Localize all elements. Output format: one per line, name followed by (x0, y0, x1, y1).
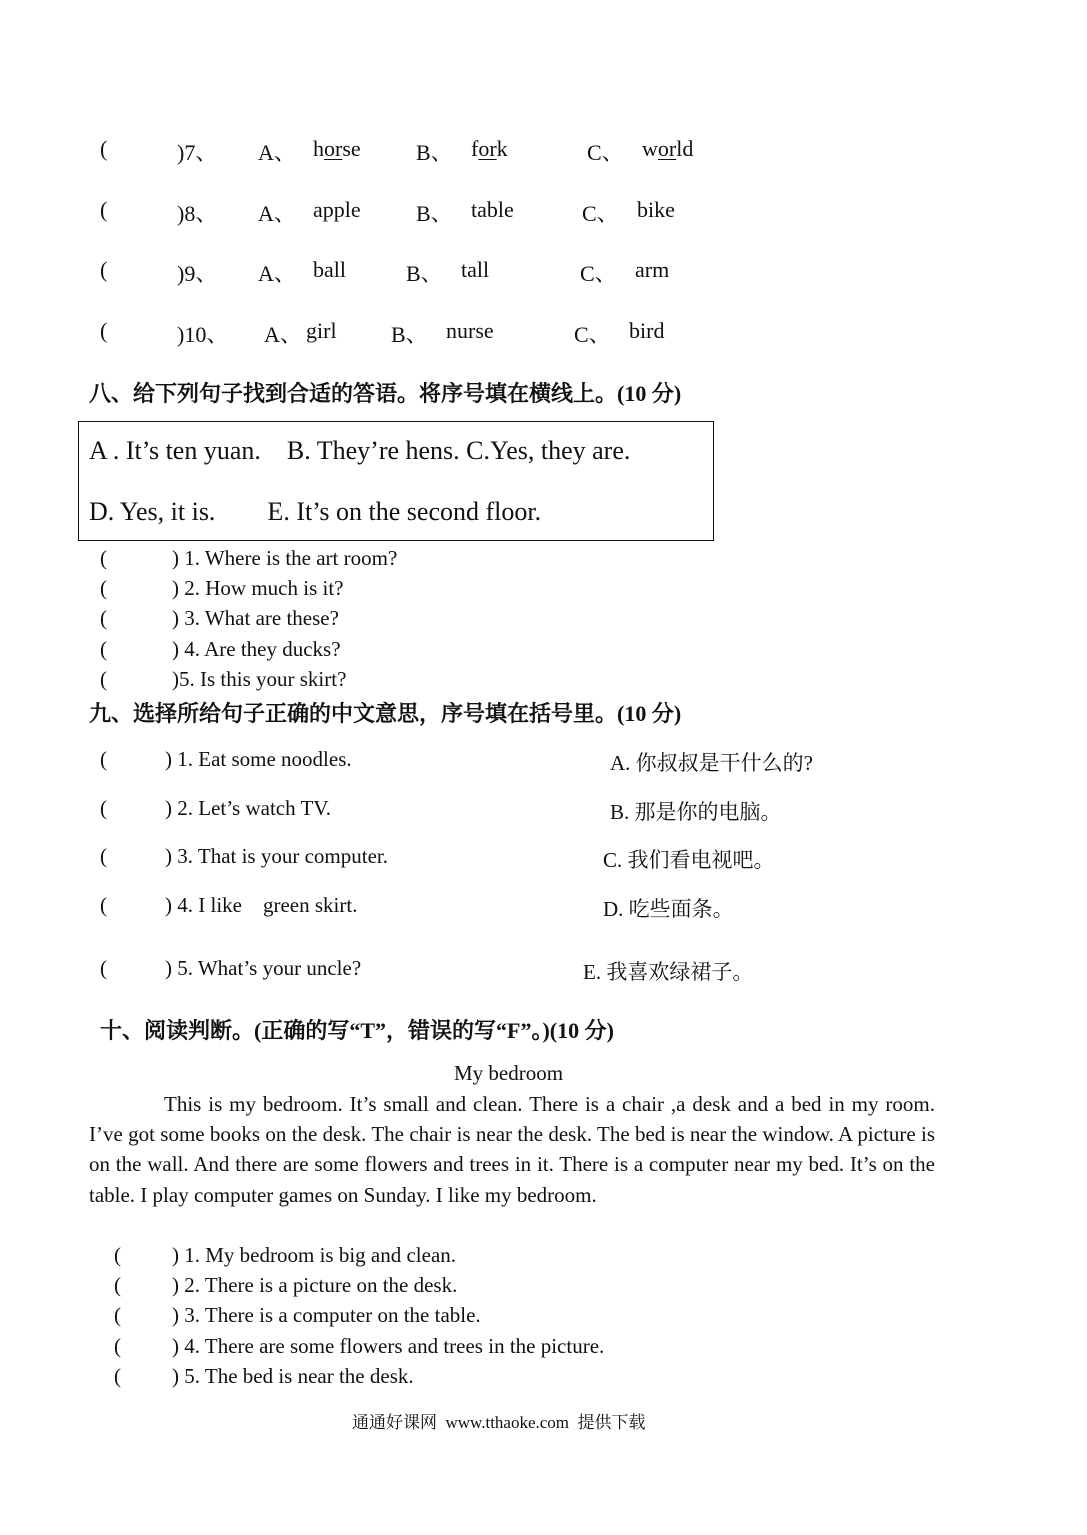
answer-paren: ( (114, 1364, 121, 1388)
option-label: A、 (258, 140, 296, 165)
option-text: E. 我喜欢绿裙子。 (583, 960, 754, 984)
question-text: ) 3. What are these? (172, 606, 339, 630)
option-word: world (642, 136, 694, 161)
option-label: B、 (416, 201, 453, 226)
option-text: C. 我们看电视吧。 (603, 848, 775, 872)
passage-title: My bedroom (454, 1061, 564, 1085)
answer-paren: ( (100, 606, 107, 630)
option-label: C、 (574, 322, 611, 347)
option-word: arm (635, 257, 670, 282)
answer-options-line: D. Yes, it is. E. It’s on the second floor. (89, 497, 542, 526)
question-number: )10、 (177, 322, 229, 347)
option-label: A、 (258, 261, 296, 286)
question-text: ) 1. My bedroom is big and clean. (172, 1243, 457, 1267)
option-word: fork (471, 136, 508, 161)
answer-paren: ( (100, 576, 107, 600)
answer-paren: ( (100, 796, 107, 820)
option-text: A. 你叔叔是干什么的? (610, 751, 813, 775)
answer-paren: ( (100, 546, 107, 570)
answer-paren: ( (114, 1273, 121, 1297)
option-label: C、 (580, 261, 617, 286)
option-word: table (471, 197, 514, 222)
option-label: A、 (258, 201, 296, 226)
question-number: )7、 (177, 140, 218, 165)
option-word: bike (637, 197, 675, 222)
option-word: tall (461, 257, 490, 282)
question-text: ) 3. That is your computer. (165, 844, 388, 868)
option-word: ball (313, 257, 346, 282)
question-text: ) 1. Eat some noodles. (165, 747, 352, 771)
option-text: D. 吃些面条。 (603, 897, 734, 921)
answer-paren: ( (114, 1303, 121, 1327)
question-text: ) 2. How much is it? (172, 576, 344, 600)
page-footer: 通通好课网 www.tthaoke.com 提供下载 (352, 1413, 646, 1432)
option-word: bird (629, 318, 665, 343)
option-label: B、 (406, 261, 443, 286)
option-word: horse (313, 136, 361, 161)
answer-paren: ( (100, 637, 107, 661)
option-label: C、 (582, 201, 619, 226)
answer-paren: ( (100, 136, 108, 161)
question-number: )8、 (177, 201, 218, 226)
question-text: ) 2. Let’s watch TV. (165, 796, 332, 820)
option-text: B. 那是你的电脑。 (610, 800, 782, 824)
option-label: A、 (264, 322, 302, 347)
answer-paren: ( (100, 667, 107, 691)
question-text: ) 3. There is a computer on the table. (172, 1303, 481, 1327)
section9-heading: 九、选择所给句子正确的中文意思，序号填在括号里。(10 分) (89, 701, 682, 726)
answer-paren: ( (114, 1334, 121, 1358)
option-label: B、 (416, 140, 453, 165)
section8-heading: 八、给下列句子找到合适的答语。将序号填在横线上。(10 分) (89, 381, 682, 406)
question-text: ) 2. There is a picture on the desk. (172, 1273, 458, 1297)
answer-paren: ( (100, 844, 107, 868)
question-text: ) 4. There are some flowers and trees in the picture. (172, 1334, 605, 1358)
question-text: ) 5. What’s your uncle? (165, 956, 362, 980)
answer-paren: ( (100, 893, 107, 917)
option-word: nurse (446, 318, 494, 343)
answer-paren: ( (100, 197, 108, 222)
option-word: girl (306, 318, 337, 343)
answer-paren: ( (100, 318, 108, 343)
answer-paren: ( (100, 257, 108, 282)
answer-options-box (78, 421, 714, 541)
reading-passage: This is my bedroom. It’s small and clean. There is a chair ,a desk and a bed in my room. I’ve got some books on the desk. The chair is near the desk. The bed is near the window. A picture is on the wall. And there are some flowers and trees in it. There is a computer near my bed. It’s on the table. I play computer games on Sunday. I like my bedroom. (89, 1092, 935, 1207)
answer-paren: ( (100, 747, 107, 771)
question-text: ) 4. I like green skirt. (165, 893, 358, 917)
section10-heading: 十、阅读判断。(正确的写“T”，错误的写“F”。)(10 分) (100, 1018, 614, 1043)
question-text: ) 1. Where is the art room? (172, 546, 398, 570)
answer-paren: ( (100, 956, 107, 980)
option-label: C、 (587, 140, 624, 165)
question-number: )9、 (177, 261, 218, 286)
question-text: )5. Is this your skirt? (172, 667, 347, 691)
option-word: apple (313, 197, 361, 222)
option-label: B、 (391, 322, 428, 347)
question-text: ) 5. The bed is near the desk. (172, 1364, 414, 1388)
answer-options-line: A . It’s ten yuan. B. They’re hens. C.Yes, they are. (89, 436, 631, 465)
answer-paren: ( (114, 1243, 121, 1267)
question-text: ) 4. Are they ducks? (172, 637, 341, 661)
